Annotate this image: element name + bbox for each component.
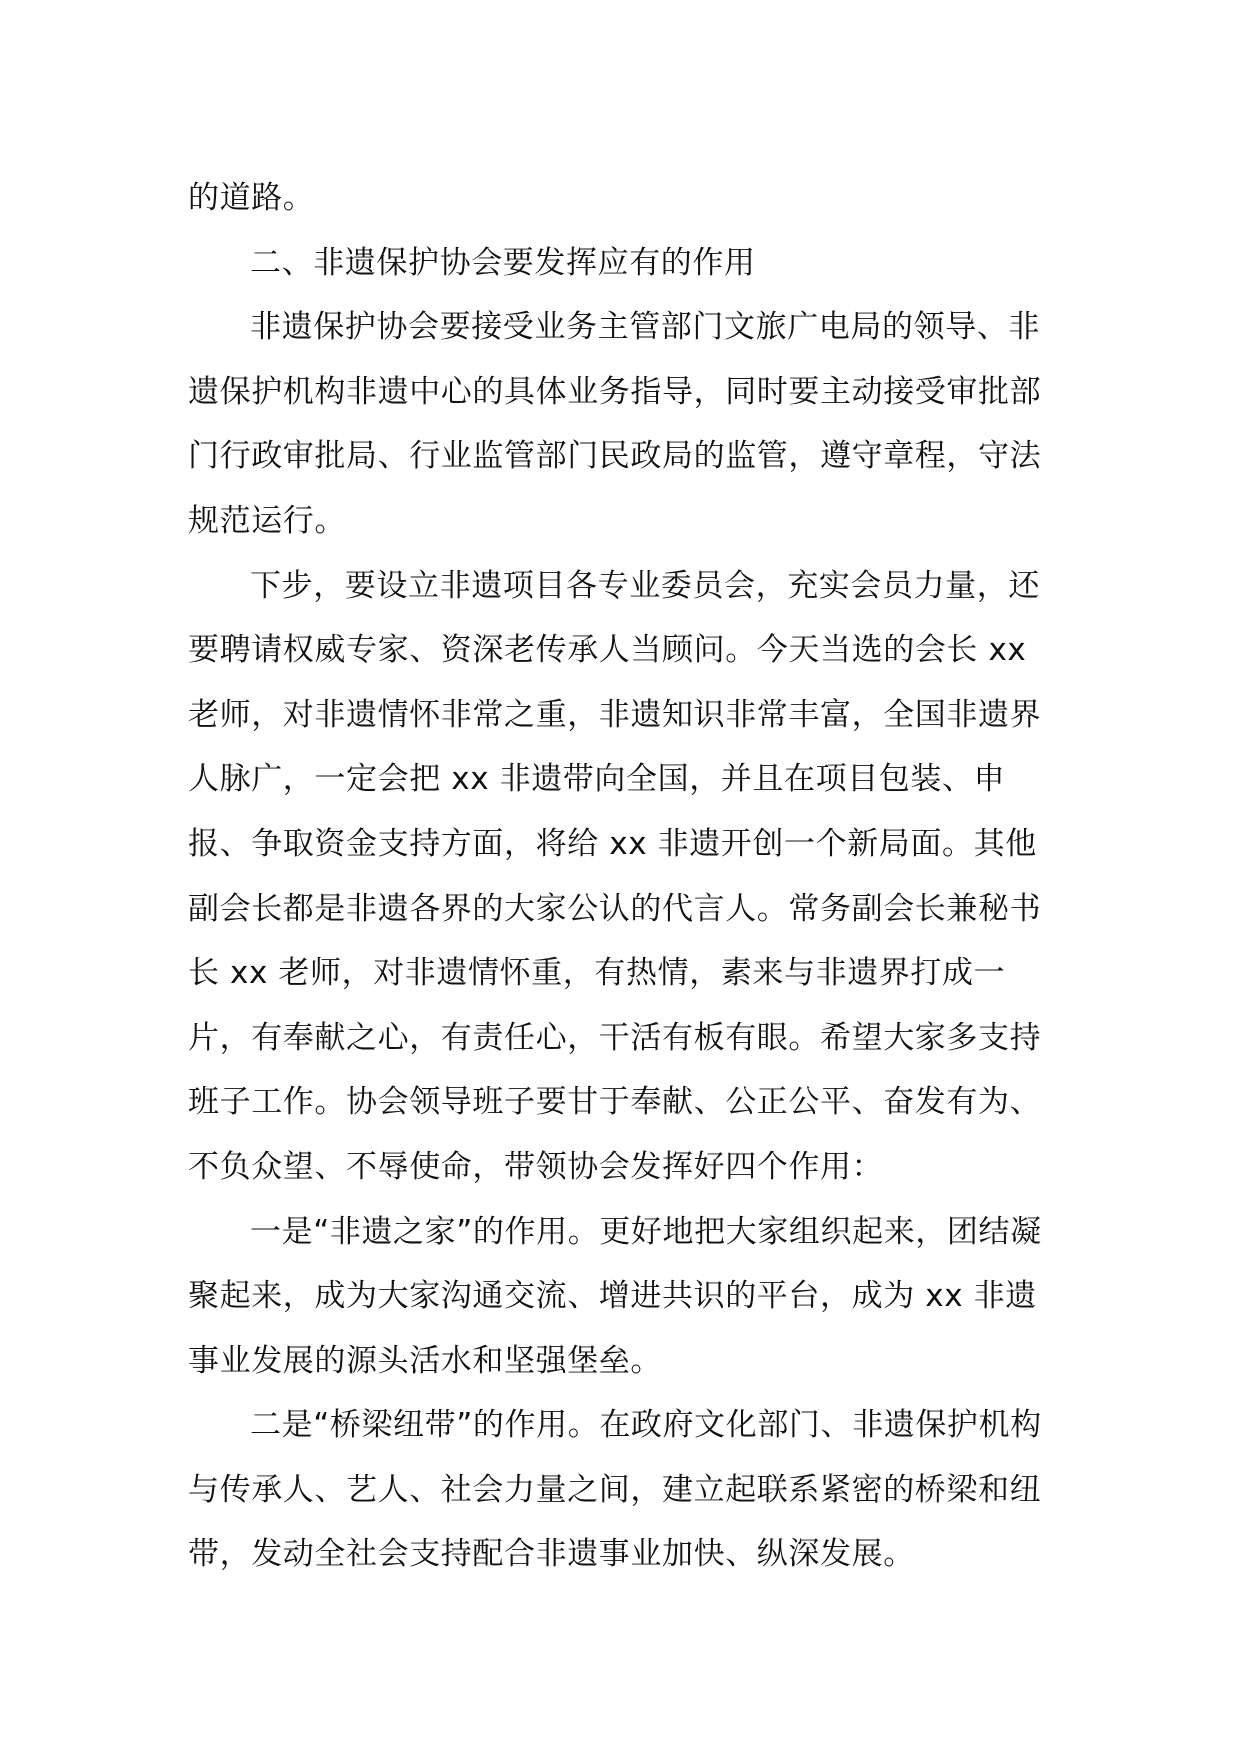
paragraph-role-bridge: 二是“桥梁纽带”的作用。在政府文化部门、非遗保护机构与传承人、艺人、社会力量之间，建立起联系紧密的桥梁和纽带，发动全社会支持配合非遗事业加快、纵深发展。 [188, 1407, 1042, 1573]
paragraph-supervision: 非遗保护协会要接受业务主管部门文旅广电局的领导、非遗保护机构非遗中心的具体业务指导，同时要主动接受审批部门行政审批局、行业监管部门民政局的监管，遵守章程，守法规范运行。 [188, 309, 1042, 539]
document-body [188, 166, 1062, 1587]
section-heading: 二、非遗保护协会要发挥应有的作用 [250, 244, 756, 281]
paragraph-continuation: 的道路。 [188, 180, 315, 216]
paragraph-next-steps: 下步，要设立非遗项目各专业委员会，充实会员力量，还要聘请权威专家、资深老传承人当顾问。今天当选的会长 xx 老师，对非遗情怀非常之重，非遗知识非常丰富，全国非遗界人脉广，一定会把 xx 非遗带向全国，并且在项目包装、申报、争取资金支持方面，将给 xx 非遗开创一个新局面。其他副会长都是非遗各界的大家公认的代言人。常务副会长兼秘书长 xx 老师，对非遗情怀重，有热情，素来与非遗界打成一片，有奉献之心，有责任心，干活有板有眼。希望大家多支持班子工作。协会领导班子要甘于奉献、公正公平、奋发有为、不负众望、不辱使命，带领协会发挥好四个作用： [188, 567, 1042, 1185]
paragraph-role-home: 一是“非遗之家”的作用。更好地把大家组织起来，团结凝聚起来，成为大家沟通交流、增进共识的平台，成为 xx 非遗事业发展的源头活水和坚强堡垒。 [188, 1213, 1042, 1379]
